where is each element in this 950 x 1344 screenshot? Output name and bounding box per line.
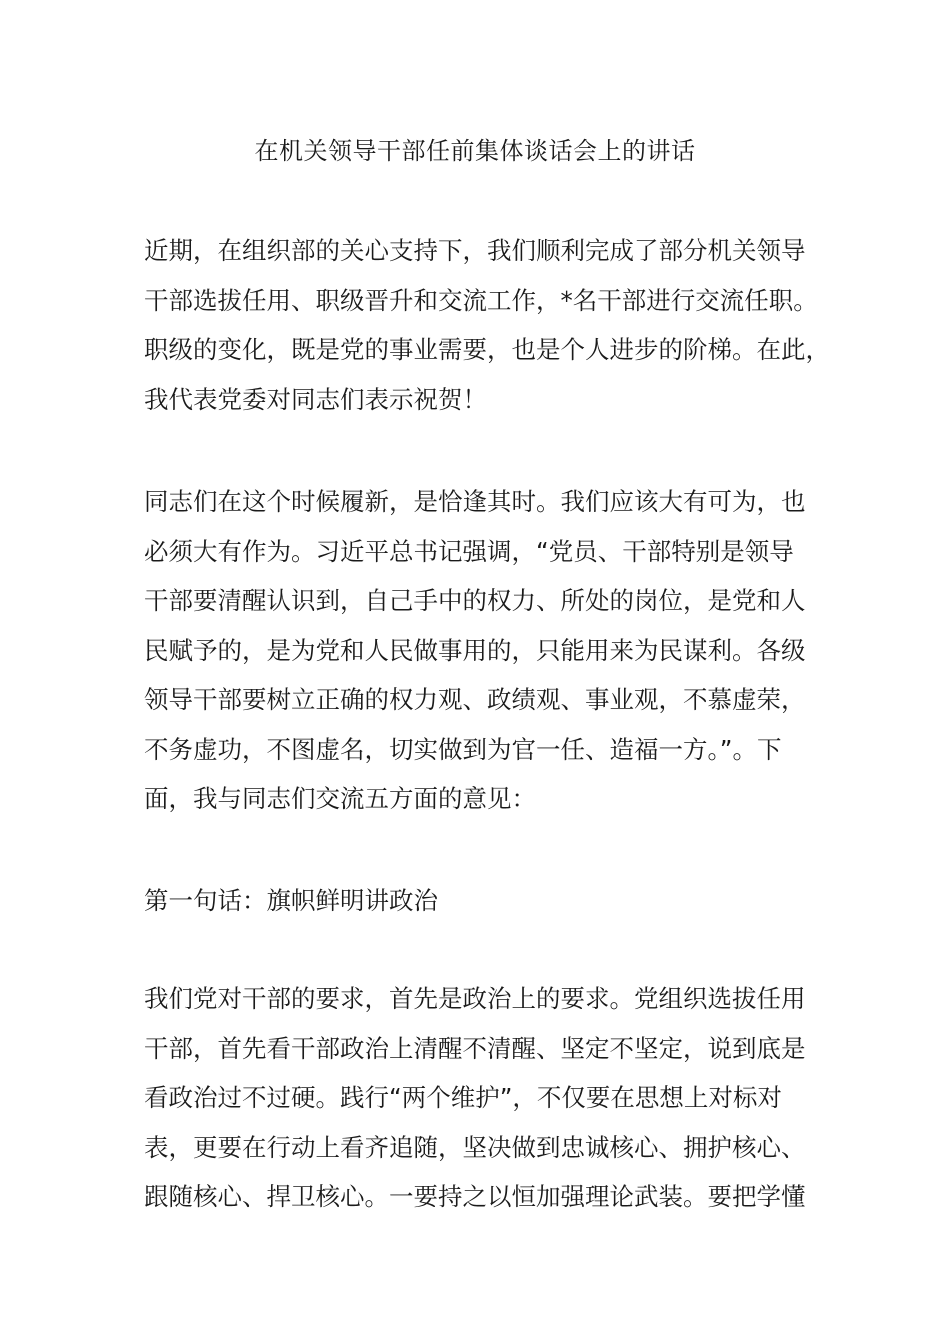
text-line: 表，更要在行动上看齐追随，坚决做到忠诚核心、拥护核心、 [144,1132,806,1162]
document-title: 在机关领导干部任前集体谈话会上的讲话 [254,137,696,165]
text-line: 我们党对干部的要求，首先是政治上的要求。党组织选拔任用 [144,984,806,1013]
text-line: 领导干部要树立正确的权力观、政绩观、事业观，不慕虚荣， [144,685,806,714]
text-line: 必须大有作为。习近平总书记强调，“党员、干部特别是领导 [144,536,794,566]
text-line: 跟随核心、捍卫核心。一要持之以恒加强理论武装。要把学懂 [144,1182,806,1211]
section-heading-text: 第一句话：旗帜鲜明讲政治 [144,886,438,915]
text-line: 民赋予的，是为党和人民做事用的，只能用来为民谋利。各级 [144,635,806,665]
text-line: 不务虚功，不图虚名，切实做到为官一任、造福一方。”。下 [144,734,782,764]
paragraph-2 [144,477,814,824]
text-line: 同志们在这个时候履新，是恰逢其时。我们应该大有可为，也 [144,487,806,516]
text-line: 干部选拔任用、职级晋升和交流工作，*名干部进行交流任职。 [144,285,818,315]
text-line: 我代表党委对同志们表示祝贺！ [144,384,487,414]
text-line: 近期，在组织部的关心支持下，我们顺利完成了部分机关领导 [144,236,806,265]
paragraph-1 [144,226,830,424]
text-line: 干部要清醒认识到，自己手中的权力、所处的岗位，是党和人 [144,586,806,615]
text-line: 看政治过不过硬。践行“两个维护”，不仅要在思想上对标对 [144,1083,782,1112]
section-heading [144,876,814,926]
text-line: 面，我与同志们交流五方面的意见： [144,784,536,813]
text-line: 干部，首先看干部政治上清醒不清醒、坚定不坚定，说到底是 [144,1033,806,1063]
text-line: 职级的变化，既是党的事业需要，也是个人进步的阶梯。在此， [144,335,830,364]
paragraph-3 [144,974,814,1222]
